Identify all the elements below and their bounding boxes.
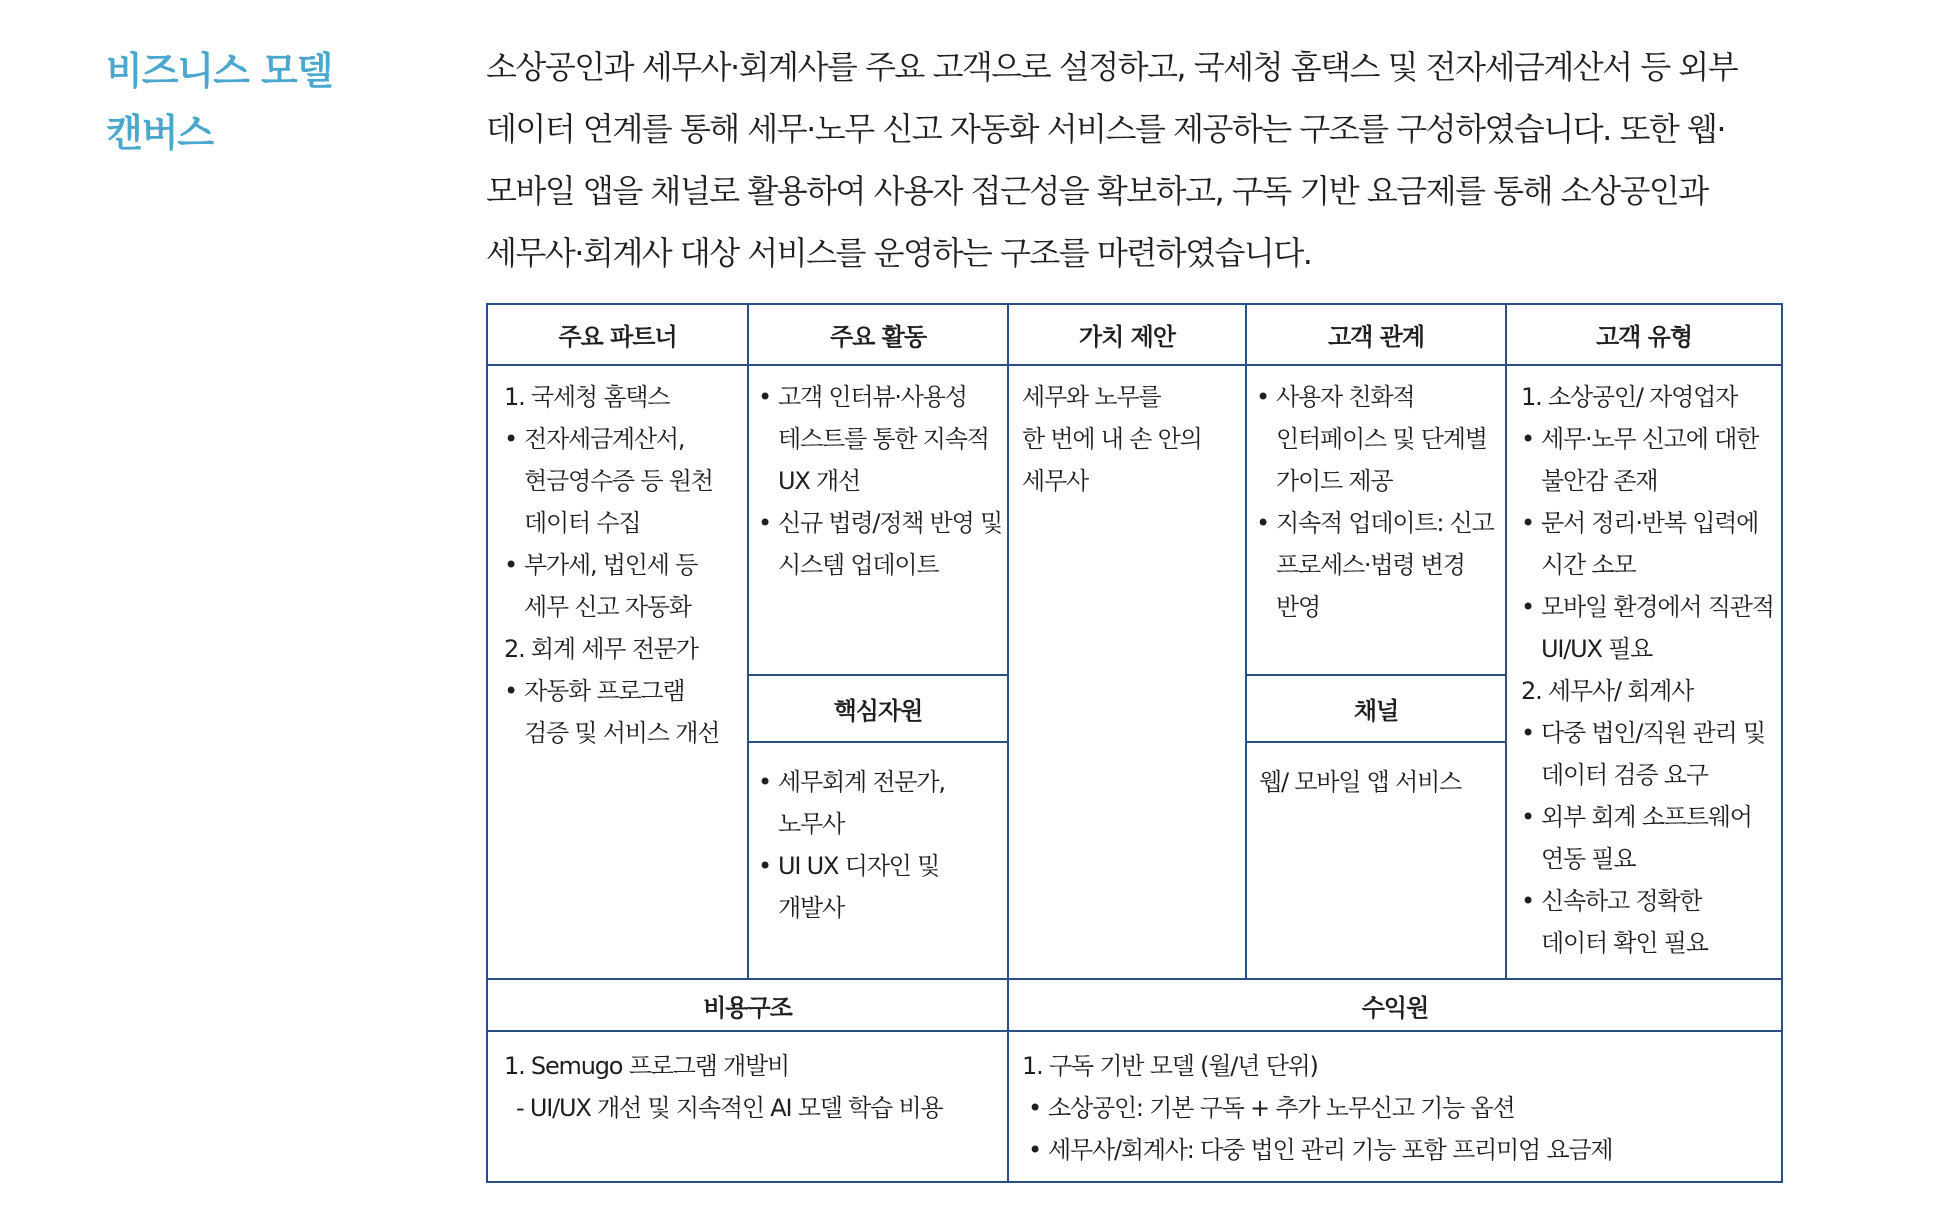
header-value-proposition: 가치 제안 [1078,323,1176,351]
list-item: 테스트를 통한 지속적 [778,425,989,453]
section-title-line1: 비즈니스 모델 [106,49,333,93]
header-key-activities: 주요 활동 [829,323,927,351]
intro-line: 모바일 앱을 채널로 활용하여 사용자 접근성을 확보하고, 구독 기반 요금제를 통해 소상공인과 [486,172,1708,210]
list-item: • 신속하고 정확한 [1521,880,1779,922]
list-item: • 지속적 업데이트: 신고 [1256,502,1504,544]
list-item: 프로세스·법령 변경 [1276,551,1465,579]
header-customer-segments: 고객 유형 [1595,323,1693,351]
list-item: 불안감 존재 [1541,467,1658,495]
value-proposition-content [1022,376,1244,502]
list-item: • 세무회계 전문가, [758,761,1006,803]
list-item: 데이터 수집 [524,509,641,537]
header-channels: 채널 [1353,697,1399,725]
list-item: 가이드 제공 [1276,467,1393,495]
list-item: 노무사 [778,810,844,838]
list-item: • 고객 인터뷰·사용성 [758,376,1006,418]
list-item: • 사용자 친화적 [1256,376,1504,418]
resources-header-divider [747,741,1007,743]
key-resources-content [758,761,1006,929]
intro-paragraph [486,36,1816,284]
list-item: 시스템 업데이트 [778,551,939,579]
list-item: UI/UX 필요 [1541,635,1653,663]
list-item: • 외부 회계 소프트웨어 [1521,796,1779,838]
business-model-canvas [486,303,1783,1183]
list-item: - UI/UX 개선 및 지속적인 AI 모델 학습 비용 [516,1094,943,1122]
header-revenue-streams: 수익원 [1361,993,1429,1022]
list-item: 데이터 검증 요구 [1541,761,1708,789]
list-item: • 모바일 환경에서 직관적 [1521,586,1779,628]
header-cost-structure: 비용구조 [703,993,792,1022]
list-item: • 신규 법령/정책 반영 및 [758,502,1006,544]
key-activities-content [758,376,1006,586]
column-divider [1505,305,1507,978]
channels-content [1259,761,1503,803]
list-item: 1. 국세청 홈택스 [504,383,670,411]
list-item: 웹/ 모바일 앱 서비스 [1259,768,1462,796]
list-item: • 세무사/회계사: 다중 법인 관리 기능 포함 프리미엄 요금제 [1028,1129,1777,1171]
list-item: 2. 세무사/ 회계사 [1521,677,1694,705]
intro-line: 세무사·회계사 대상 서비스를 운영하는 구조를 마련하였습니다. [486,234,1312,272]
intro-line: 소상공인과 세무사·회계사를 주요 고객으로 설정하고, 국세청 홈택스 및 전자세금계산서 등 외부 [486,48,1738,86]
list-item: 반영 [1276,593,1320,621]
list-item: 1. 구독 기반 모델 (월/년 단위) [1022,1052,1318,1080]
customer-relationships-content [1256,376,1504,628]
list-item: • 다중 법인/직원 관리 및 [1521,712,1779,754]
section-title-line2: 캔버스 [106,111,214,155]
list-item: 1. 소상공인/ 자영업자 [1521,383,1738,411]
list-item: 시간 소모 [1541,551,1636,579]
list-item: 현금영수증 등 원천 [524,467,713,495]
list-item: 검증 및 서비스 개선 [524,719,720,747]
list-item: 1. Semugo 프로그램 개발비 [504,1052,789,1080]
list-item: • 세무·노무 신고에 대한 [1521,418,1779,460]
list-item: 개발사 [778,894,844,922]
list-item: 데이터 확인 필요 [1541,929,1708,957]
header-customer-relationships: 고객 관계 [1327,323,1425,351]
list-item: 세무사 [1022,467,1088,495]
list-item: 세무 신고 자동화 [524,593,691,621]
column-divider [1007,305,1009,1181]
list-item: • 부가세, 법인세 등 [504,544,742,586]
list-item: 세무와 노무를 [1022,383,1161,411]
list-item: • UI UX 디자인 및 [758,845,1006,887]
key-partners-content [504,376,742,754]
list-item: • 소상공인: 기본 구독 + 추가 노무신고 기능 옵션 [1028,1087,1777,1129]
bottom-header-divider [488,1030,1781,1032]
cost-structure-content [504,1045,1004,1129]
list-item: • 문서 정리·반복 입력에 [1521,502,1779,544]
list-item: • 전자세금계산서, [504,418,742,460]
list-item: 한 번에 내 손 안의 [1022,425,1202,453]
column-divider [747,305,749,978]
header-divider [488,364,1781,366]
list-item: UX 개선 [778,467,861,495]
customer-segments-content [1521,376,1779,964]
header-key-resources: 핵심자원 [833,697,923,725]
list-item: 연동 필요 [1541,845,1636,873]
section-title [106,40,406,164]
intro-line: 데이터 연계를 통해 세무·노무 신고 자동화 서비스를 제공하는 구조를 구성하였습니다. 또한 웹· [486,110,1726,148]
column-divider [1245,305,1247,978]
header-key-partners: 주요 파트너 [558,323,677,351]
list-item: • 자동화 프로그램 [504,670,742,712]
list-item: 2. 회계 세무 전문가 [504,635,698,663]
revenue-streams-content [1022,1045,1777,1171]
channels-header-divider [1245,741,1505,743]
list-item: 인터페이스 및 단계별 [1276,425,1487,453]
